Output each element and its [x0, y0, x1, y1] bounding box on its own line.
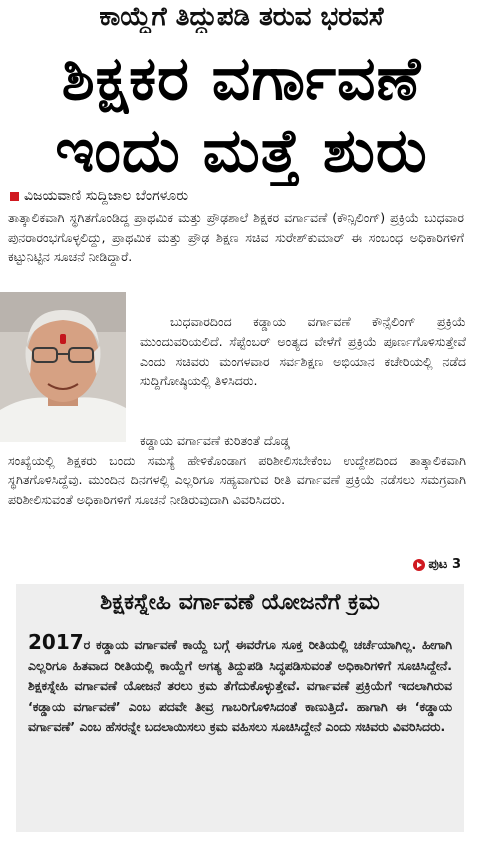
- arrow-right-icon: [413, 559, 425, 571]
- sidebar-box-body: [28, 632, 452, 738]
- headline-line-2: ಇಂದು ಮತ್ತೆ ಶುರು: [55, 116, 428, 186]
- paragraph-3-lead: ಕಡ್ಡಾಯ ವರ್ಗಾವಣೆ ಕುರಿತಂತೆ ದೊಡ್ಡ: [140, 433, 291, 448]
- paragraph-3: [8, 431, 466, 509]
- continued-on-page: [413, 557, 461, 572]
- dateline: [10, 188, 188, 204]
- sidebar-box-year: 2017: [28, 630, 84, 654]
- sidebar-box-text: ರ ಕಡ್ಡಾಯ ವರ್ಗಾವಣೆ ಕಾಯ್ದೆ ಬಗ್ಗೆ ಈವರೆಗೂ ಸೂಕ್ತ ರೀತಿಯಲ್ಲಿ ಚರ್ಚೆಯಾಗಿಲ್ಲ. ಹೀಗಾಗಿ ಎಲ್ಲರಿಗೂ ಹಿತವಾದ ರೀತಿಯಲ್ಲಿ ಕಾಯ್ದೆಗೆ ಅಗತ್ಯ ತಿದ್ದುಪಡಿ ಸಿದ್ಧಪಡಿಸುವಂತೆ ಅಧಿಕಾರಿಗಳಿಗೆ ಸೂಚಿಸಿದ್ದೇನೆ. ಶಿಕ್ಷಕಸ್ನೇಹಿ ವರ್ಗಾವಣೆ ಯೋಜನೆ ತರಲು ಕ್ರಮ ತೆಗೆದುಕೊಳ್ಳುತ್ತೇವೆ. ವರ್ಗಾವಣೆ ಪ್ರಕ್ರಿಯೆಗೆ ಇದಲಾಗಿರುವ ‘ಕಡ್ಡಾಯ ವರ್ಗಾವಣೆ’ ಎಂಬ ಪದವೇ ತೀವ್ರ ಗಾಬರಿಗೊಳಿಸಿದಂತೆ ಕಾಣುತ್ತಿದೆ. ಹಾಗಾಗಿ ಈ ‘ಕಡ್ಡಾಯ ವರ್ಗಾವಣೆ’ ಎಂಬ ಹೆಸರನ್ನೇ ಬದಲಾಯಿಸಲು ಕ್ರಮ ವಹಿಸಲು ಸೂಚಿಸಿದ್ದೇನೆ ಎಂದು ಸಚಿವರು ವಿವರಿಸಿದರು.: [28, 637, 452, 735]
- continued-label: ಪುಟ 3: [428, 557, 461, 572]
- paragraph-2: ಬುಧವಾರದಿಂದ ಕಡ್ಡಾಯ ವರ್ಗಾವಣೆ ಕೌನ್ಸೆಲಿಂಗ್ ಪ್ರಕ್ರಿಯೆ ಮುಂದುವರಿಯಲಿದೆ. ಸೆಪ್ಟೆಂಬರ್ ಅಂತ್ಯದ ವೇಳೆಗೆ ಪ್ರಕ್ರಿಯೆ ಪೂರ್ಣಗೊಳಿಸುತ್ತೇವೆ ಎಂದು ಸಚಿವರು ಮಂಗಳವಾರ ಸರ್ವಶಿಕ್ಷಣ ಅಭಿಯಾನ ಕಚೇರಿಯಲ್ಲಿ ನಡೆದ ಸುದ್ದಿಗೋಷ್ಠಿಯಲ್ಲಿ ತಿಳಿಸಿದರು.: [140, 314, 466, 389]
- minister-photo: [0, 292, 126, 442]
- sidebar-box-title: ಶಿಕ್ಷಕಸ್ನೇಹಿ ವರ್ಗಾವಣೆ ಯೋಜನೆಗೆ ಕ್ರಮ: [100, 590, 380, 615]
- dateline-text: ವಿಜಯವಾಣಿ ಸುದ್ದಿಜಾಲ ಬೆಂಗಳೂರು: [24, 188, 189, 204]
- paragraph-3-body: ಸಂಖ್ಯೆಯಲ್ಲಿ ಶಿಕ್ಷಕರು ಬಂದು ಸಮಸ್ಯೆ ಹೇಳಿಕೊಂಡಾಗ ಪರಿಶೀಲಿಸಬೇಕೆಂಬ ಉದ್ದೇಶದಿಂದ ತಾತ್ಕಾಲಿಕವಾಗಿ ಸ್ಥಗಿತಗೊಳಿಸಿದ್ದೆವು. ಮುಂದಿನ ದಿನಗಳಲ್ಲಿ ಎಲ್ಲರಿಗೂ ಸಹ್ಯವಾಗುವ ರೀತಿ ವರ್ಗಾವಣೆ ಪ್ರಕ್ರಿಯೆ ನಡೆಸಲು ಸಮಗ್ರವಾಗಿ ಪರಿಶೀಲಿಸುವಂತೆ ಅಧಿಕಾರಿಗಳಿಗೆ ಸೂಚನೆ ನೀಡಿರುವುದಾಗಿ ವಿವರಿಸಿದರು.: [8, 452, 466, 507]
- kicker-headline: ಕಾಯ್ದೆಗೆ ತಿದ್ದುಪಡಿ ತರುವ ಭರವಸೆ: [99, 2, 384, 32]
- paragraph-1: ತಾತ್ಕಾಲಿಕವಾಗಿ ಸ್ಥಗಿತಗೊಂಡಿದ್ದ ಪ್ರಾಥಮಿಕ ಮತ್ತು ಪ್ರೌಢಶಾಲೆ ಶಿಕ್ಷಕರ ವರ್ಗಾವಣೆ (ಕೌನ್ಸಿಲಿಂಗ್) ಪ್ರಕ್ರಿಯೆ ಬುಧವಾರ ಪುನರಾರಂಭಗೊಳ್ಳಲಿದ್ದು, ಪ್ರಾಥಮಿಕ ಮತ್ತು ಪ್ರೌಢ ಶಿಕ್ಷಣ ಸಚಿವ ಸುರೇಶ್‌ಕುಮಾರ್ ಈ ಸಂಬಂಧ ಅಧಿಕಾರಿಗಳಿಗೆ ಕಟ್ಟುನಿಟ್ಟಿನ ಸೂಚನೆ ನೀಡಿದ್ದಾರೆ.: [8, 210, 464, 265]
- headline-line-1: ಶಿಕ್ಷಕರ ವರ್ಗಾವಣೆ: [61, 44, 422, 114]
- sidebar-box: [16, 584, 464, 832]
- bullet-square-icon: [10, 192, 19, 201]
